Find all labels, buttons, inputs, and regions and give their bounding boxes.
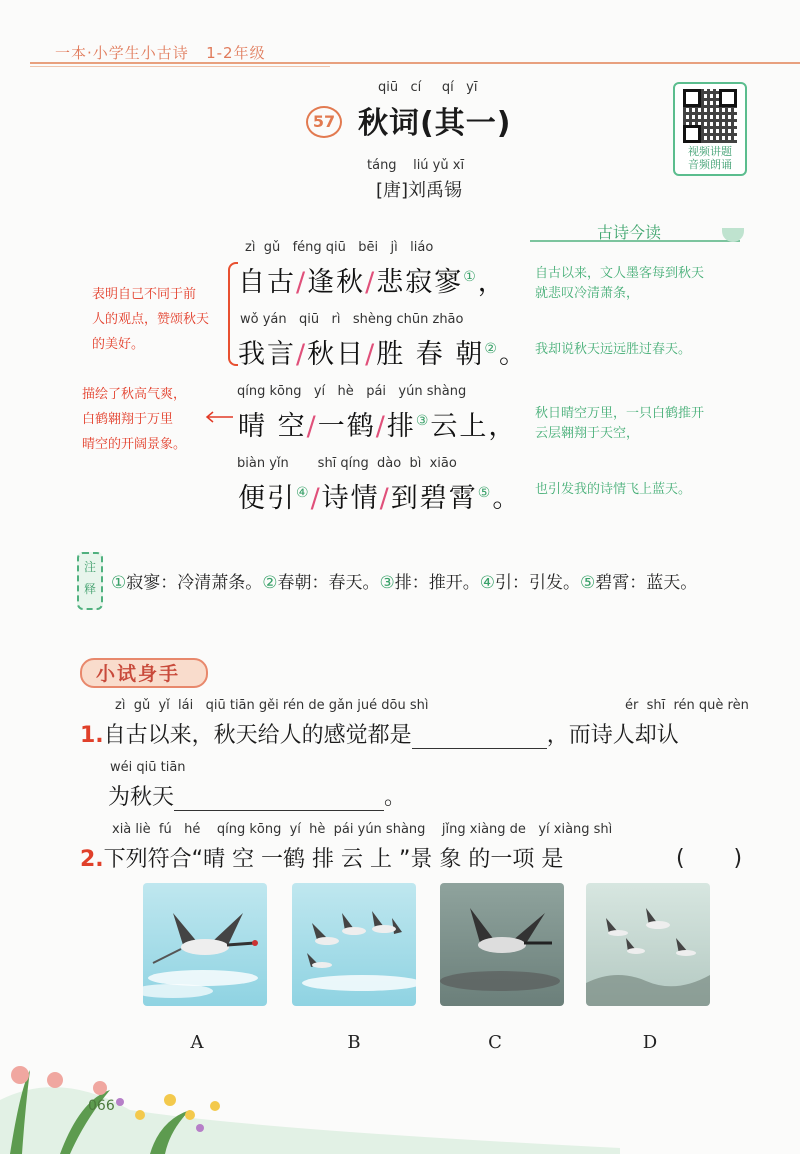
qr-code-card[interactable] (673, 82, 747, 176)
modern-title-underline (530, 240, 740, 248)
option-a-label: A (190, 1032, 204, 1053)
poem-line-1: 自古/逢秋/悲寂寥①， (238, 267, 507, 298)
option-a-image[interactable] (143, 883, 267, 1006)
practice-heading-text: 小试身手 (96, 663, 181, 685)
question-1-cont: 为秋天 。 (108, 785, 407, 810)
modern-line-3: 秋日晴空万里，一只白鹤推开 云层翱翔于天空， (535, 406, 705, 441)
crane-flock-icon (292, 883, 416, 1006)
question-1: 1.自古以来，秋天给人的感觉都是 ，而诗人却认 (80, 723, 679, 748)
poem-line-4: 便引④/诗情/到碧霄⑤。 (238, 483, 522, 514)
poem-author: [唐]刘禹锡 (376, 180, 463, 201)
q1-pinyin: zì gǔ yǐ lái qiū tiān gěi rén de gǎn jué dōu shì (115, 698, 429, 713)
option-b-label: B (347, 1032, 361, 1053)
poem-line-2-pinyin: wǒ yán qiū rì shèng chūn zhāo (240, 312, 464, 327)
poem-line-4-pinyin: biàn yǐn shī qíng dào bì xiāo (237, 456, 457, 471)
q1-answer-blank-2[interactable] (174, 790, 384, 811)
qr-corner-tl (683, 89, 701, 107)
option-d-image[interactable] (586, 883, 710, 1006)
flower-decoration (0, 1030, 620, 1154)
option-d-label: D (642, 1032, 658, 1053)
crane-mist-icon (586, 883, 710, 1006)
poem-line-3: 晴 空/一鹤/排③云上， (238, 411, 518, 442)
red-note-1: 表明自己不同于前 人的观点，赞颂秋天 的美好。 (92, 287, 210, 352)
practice-heading (80, 654, 200, 686)
q1-answer-blank[interactable] (412, 728, 547, 749)
qr-label-audio: 音频朗诵 (688, 158, 732, 171)
option-b-image[interactable] (292, 883, 416, 1006)
option-c-image[interactable] (440, 883, 564, 1006)
modern-reading-title: 古诗今读 (597, 223, 662, 242)
author-pinyin: táng liú yǔ xī (367, 158, 465, 173)
header-series: 一本·小学生小古诗 1-2年级 (55, 44, 266, 62)
poem-line-2: 我言/秋日/胜 春 朝②。 (238, 339, 528, 370)
q2-answer-parens[interactable]: ( ) (676, 846, 743, 871)
modern-line-1: 自古以来，文人墨客每到秋天 就悲叹冷清萧条， (535, 266, 705, 301)
notes-list: ①寂寥：冷清萧条。②春朝：春天。③排：推开。④引：引发。⑤碧霄：蓝天。 (111, 573, 698, 593)
qr-corner-bl (683, 125, 701, 143)
question-2: 2.下列符合“晴 空 一鹤 排 云 上 ”景 象 的一项 是 (80, 847, 564, 872)
header-divider-thin (30, 66, 330, 67)
header-divider (30, 62, 800, 64)
red-note-2: 描绘了秋高气爽， 白鹤翱翔于万里 晴空的开阔景象。 (82, 387, 187, 452)
qr-corner-tr (719, 89, 737, 107)
crane-dark-sky-icon (440, 883, 564, 1006)
page-number: 066 (88, 1098, 115, 1114)
q2-pinyin: xià liè fú hé qíng kōng yí hè pái yún shàng jǐng xiàng de yí xiàng shì (112, 822, 613, 837)
poem-title: 秋词(其一) (358, 106, 512, 141)
poem-number-badge: 57 (306, 106, 342, 138)
crane-icon (143, 883, 267, 1006)
modern-line-4: 也引发我的诗情飞上蓝天。 (535, 482, 692, 497)
q1-pinyin-2: wéi qiū tiān (110, 760, 186, 775)
option-c-label: C (488, 1032, 502, 1053)
arrow-icon (205, 410, 235, 424)
notes-label: 注释 (77, 552, 103, 610)
poem-line-3-pinyin: qíng kōng yí hè pái yún shàng (237, 384, 467, 399)
modern-line-2: 我却说秋天远远胜过春天。 (535, 342, 692, 357)
q1-pinyin-right: ér shī rén què rèn (625, 698, 749, 713)
note-bracket (228, 262, 238, 366)
qr-label-video: 视频讲题 (688, 145, 732, 158)
title-pinyin: qiū cí qí yī (378, 80, 478, 95)
poem-line-1-pinyin: zì gǔ féng qiū bēi jì liáo (245, 240, 434, 255)
